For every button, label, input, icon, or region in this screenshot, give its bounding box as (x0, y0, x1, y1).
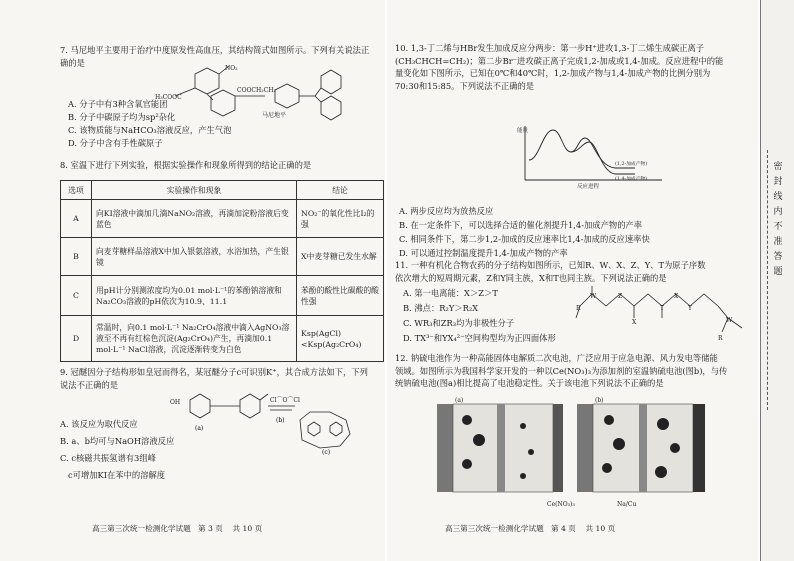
fig-label-b: (b) (276, 417, 285, 424)
col-operation-header: 实验操作和现象 (92, 181, 297, 200)
q7-options (68, 98, 268, 150)
table-row (61, 316, 384, 362)
row-label: B (61, 238, 92, 276)
q11-option-c: C. WR₃和ZR₃均为非极性分子 (403, 318, 515, 328)
q10-option-b: B. 在一定条件下，可以选择合适的催化剂提升1,4-加成产物的产率 (399, 220, 643, 230)
seal-line (767, 150, 769, 410)
col-conclusion-header: 结论 (297, 181, 384, 200)
question-9 (60, 366, 380, 391)
pesticide-molecule (572, 284, 752, 346)
atom-y: Y (688, 305, 692, 312)
question-8 (60, 159, 380, 172)
q7-option-d: D. 分子中含有手性碳原子 (68, 138, 163, 148)
atom-z: Z (618, 293, 623, 300)
question-12 (395, 352, 755, 390)
q9-option-b: B. a、b均可与NaOH溶液反应 (60, 436, 175, 446)
question-10 (395, 42, 755, 92)
right-footer (445, 523, 615, 534)
q12-stem-line1: 12. 钠硫电池作为一种高能固体电解质二次电池，广泛应用于应急电源、风力发电等储能 (395, 353, 718, 363)
q10-option-c: C. 相同条件下，第二步1,2-加成的反应速率比1,4-加成的反应速率快 (399, 234, 650, 244)
fig-label-a: (a) (195, 425, 204, 432)
axis-y-label: 能量 (517, 128, 529, 134)
q10-options (399, 204, 754, 260)
row-conclusion: Ksp(AgCl)<Ksp(Ag₂CrO₄) (297, 316, 384, 362)
atom-r-1: R (576, 305, 581, 312)
row-label: D (61, 316, 92, 362)
q7-stem-line2: 确的是 (60, 57, 85, 68)
atom-r-2: R (718, 335, 723, 342)
col-option-header: 选项 (61, 181, 92, 200)
q7-option-b: B. 分子中碳原子均为sp²杂化 (68, 112, 176, 122)
footer-page-number: 第 4 页 (550, 524, 576, 533)
row-conclusion: X中麦芽糖已发生水解 (297, 238, 384, 276)
row-conclusion: NO₂⁻的氧化性比I₂的强 (297, 200, 384, 238)
q9-option-a: A. 该反应为取代反应 (60, 419, 138, 429)
row-label: C (61, 276, 92, 316)
row-operation: 向KI溶液中滴加几滴NaNO₂溶液，再滴加淀粉溶液后变蓝色 (92, 200, 297, 238)
legend-na-cu: Na/Cu (617, 501, 637, 508)
question-11 (395, 259, 755, 284)
atom-w-1: W (590, 293, 597, 300)
footer-exam-title: 高三第三次统一检测化学试题 (92, 524, 191, 533)
q9-stem-line1: 9. 冠醚因分子结构形如皇冠而得名，某冠醚分子c可识别K⁺，其合成方法如下，下列 (60, 367, 368, 377)
atom-t: T (660, 305, 665, 312)
legend-ce-nitrate: Ce(NO₃)₃ (547, 501, 575, 508)
atom-x-1: X (632, 319, 637, 326)
row-label: A (61, 200, 92, 238)
q9-stem-line2: 说法不正确的是 (60, 379, 119, 390)
left-page (0, 0, 385, 561)
svg-text:NO₂: NO₂ (225, 65, 238, 72)
footer-total-pages: 共 10 页 (232, 524, 263, 533)
fig-label-a: (a) (455, 397, 464, 404)
q10-option-d: D. 可以通过控制温度提升1,4-加成产物的产率 (399, 248, 568, 258)
fig-label-b: (b) (595, 397, 604, 404)
q10-stem-line4: 70:30和15:85。下列说法不正确的是 (395, 80, 535, 91)
svg-text:OH: OH (170, 399, 181, 406)
row-operation: 常温时，向0.1 mol·L⁻¹ Na₂CrO₄溶液中滴入AgNO₃溶液至不再有红棕色沉淀(Ag₂CrO₄)产生，再滴加0.1 mol·L⁻¹ NaCl溶液，沉淀逐渐转变为白色 (92, 316, 297, 362)
footer-page-number: 第 3 页 (197, 524, 223, 533)
right-page (387, 0, 758, 561)
row-operation: 用pH计分别测浓度均为0.01 mol·L⁻¹的苯酚钠溶液和Na₂CO₃溶液的pH依次为10.9、11.1 (92, 276, 297, 316)
q10-stem-line2: ；第二步Br⁻进攻碳正离子完成1,2-加成或1,4-加成。反应进程中的能 (469, 55, 724, 66)
svg-text:Cl⌒O⌒Cl: Cl⌒O⌒Cl (270, 397, 300, 404)
q11-option-d: D. TX³⁻和YX₄²⁻空间构型均为正四面体形 (403, 333, 556, 343)
axis-x-label: 反应进程 (577, 184, 600, 190)
footer-exam-title: 高三第三次统一检测化学试题 (445, 524, 544, 533)
table-row (61, 276, 384, 316)
q10-stem-line3: 量变化如下图所示，已知在0℃和40℃时，1,2-加成产物与1,4-加成产物的比例分别为 (395, 68, 711, 78)
svg-text:H₃COOC: H₃COOC (155, 94, 182, 101)
left-footer (92, 523, 262, 534)
atom-x-2: X (674, 293, 679, 300)
q9-options (60, 416, 260, 484)
table-row (61, 200, 384, 238)
binding-margin (760, 0, 794, 561)
q7-stem-line1: 7. 马尼地平主要用于治疗中度原发性高血压，其结构简式如图所示。下列有关说法正 (60, 45, 370, 55)
q11-stem-line1: 11. 一种有机化合物农药的分子结构如图所示，已知R、W、X、Z、Y、T为原子序数 (395, 260, 706, 270)
table-header-row (61, 181, 384, 200)
q11-options (403, 286, 573, 346)
q10-option-a: A. 两步反应均为放热反应 (399, 206, 494, 216)
q11-option-b: B. 沸点：R₂Y＞R₂X (403, 303, 479, 313)
q12-stem-line3: 统钠硫电池(图a)相比提高了电池稳定性。关于该电池下列说法不正确的是 (395, 378, 664, 388)
q9-option-d: c可增加KI在苯中的溶解度 (68, 470, 166, 480)
svg-text:COOCH₂CH₂: COOCH₂CH₂ (237, 87, 276, 94)
energy-profile-diagram (517, 122, 667, 190)
row-conclusion: 苯酚的酸性比碳酸的酸性强 (297, 276, 384, 316)
q7-option-c: C. 该物质能与NaHCO₃溶液反应，产生气泡 (68, 125, 232, 135)
curve-label-14: (1,4-加成产物) (615, 177, 648, 182)
battery-figure (427, 396, 727, 512)
q9-option-c: C. c核磁共振氢谱有3组峰 (60, 453, 156, 463)
seal-line-notice: 密 封 线 内 不 准 答 题 (773, 162, 783, 277)
q8-stem: 8. 室温下进行下列实验，根据实验操作和现象所得到的结论正确的是 (60, 160, 312, 170)
atom-w-2: W (726, 317, 733, 324)
q10-stem-line1: 10. 1,3-丁二烯与HBr发生加成反应分两步：第一步H⁺进攻1,3-丁二烯生成碳正离子 (395, 43, 705, 53)
q11-option-a: A. 第一电离能：X＞Z＞T (403, 288, 498, 298)
q11-stem-line2: 依次增大的短周期元素，Z和Y同主族，X和T也同主族。下列说法正确的是 (395, 272, 667, 283)
footer-total-pages: 共 10 页 (585, 524, 616, 533)
q12-stem-line2: 领域。如图所示为我国科学家开发的一种以Ce(NO₃)₃为添加剂的室温钠硫电池(图b)，与传 (395, 365, 728, 376)
table-row (61, 238, 384, 276)
curve-label-12: (1,2-加成产物) (615, 162, 648, 167)
row-operation: 向麦芽糖样品溶液X中加入银氨溶液，水浴加热，产生银镜 (92, 238, 297, 276)
experiment-table (60, 180, 384, 362)
q7-option-a: A. 分子中有3种含氧官能团 (68, 99, 168, 109)
q10-carbocation: (CH₃CHCH=CH₂) (395, 55, 470, 66)
fig-label-c: (c) (322, 449, 331, 456)
q7-figure-caption: 马尼地平 (262, 112, 287, 119)
